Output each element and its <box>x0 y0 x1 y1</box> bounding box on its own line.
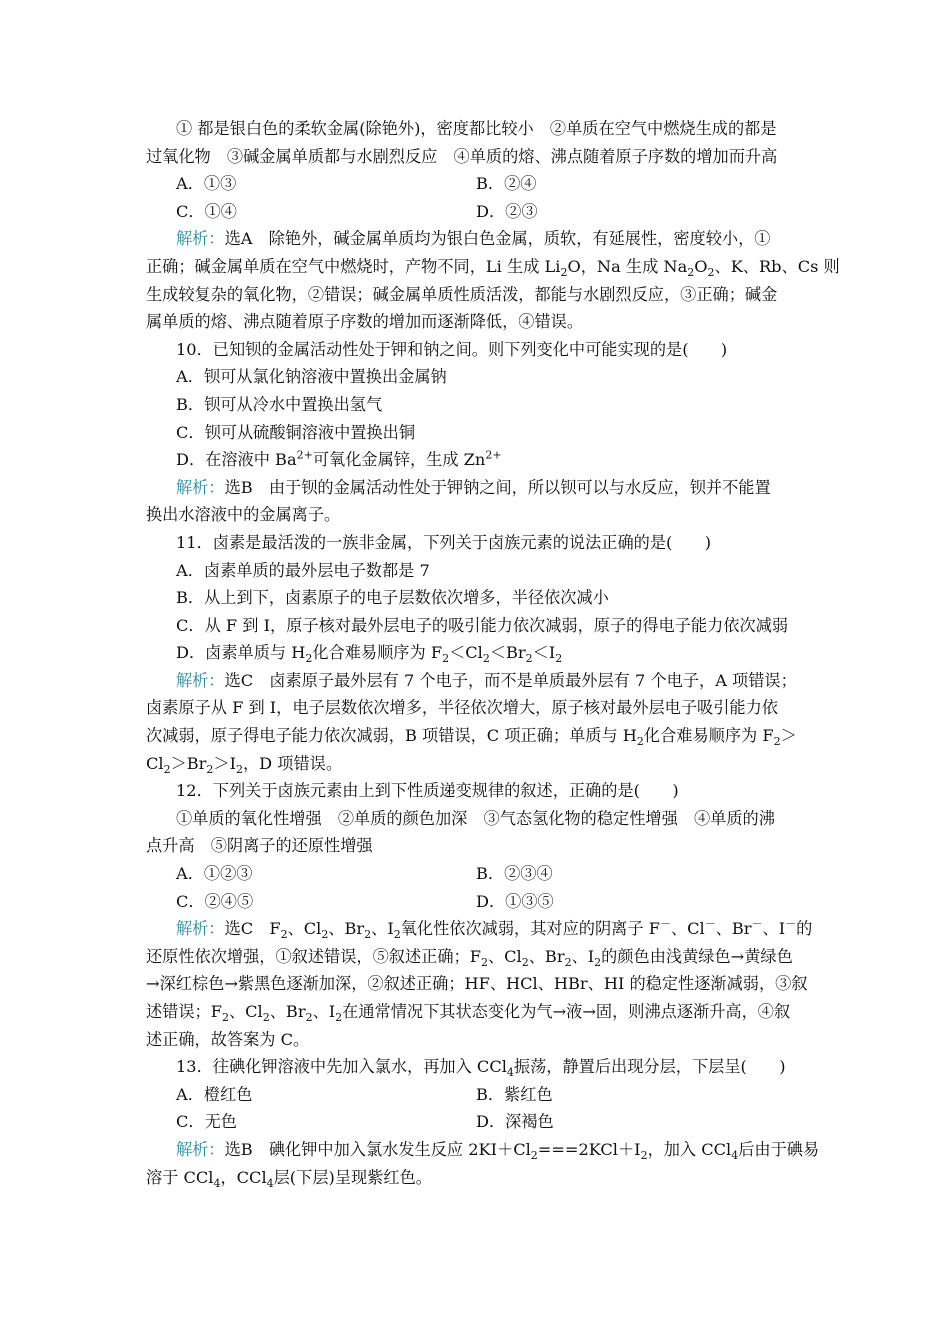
text: 、I <box>762 919 786 939</box>
subscript: 2 <box>480 956 488 970</box>
subscript: 2 <box>564 956 572 970</box>
q11-analysis-line4 <box>146 750 808 778</box>
text: ，D 项错误。 <box>243 753 343 773</box>
text: Cl <box>146 753 164 773</box>
text: 、Cl <box>287 919 322 939</box>
q9-analysis-line1 <box>146 225 808 253</box>
document-page <box>146 115 840 1191</box>
text: ＞ <box>780 726 797 746</box>
subscript: 2 <box>773 735 781 749</box>
text: 、I <box>312 1002 336 1021</box>
analysis-label: 解析： <box>176 229 225 249</box>
q11-analysis-line1 <box>146 667 808 695</box>
subscript: 2 <box>640 1149 648 1163</box>
text: ＜I <box>532 643 556 663</box>
q13-option-c: C．无色 <box>176 1112 237 1132</box>
subscript: 2 <box>482 652 490 666</box>
q13-options-ab <box>146 1081 808 1109</box>
q9-analysis-line3: 生成较复杂的氧化物，②错误；碱金属单质性质活泼，都能与水剧烈反应，③正确；碱金 <box>146 284 778 304</box>
analysis-label: 解析： <box>176 670 225 690</box>
subscript: 2 <box>364 928 372 942</box>
superscript: 2+ <box>296 448 313 462</box>
q13-option-d: D．深褐色 <box>476 1112 554 1132</box>
q13-option-a: A．橙红色 <box>176 1084 253 1104</box>
analysis-label: 解析： <box>176 477 225 497</box>
subscript: 2 <box>262 1011 270 1025</box>
subscript: 2 <box>555 652 563 666</box>
text: 次减弱，原子得电子能力依次减弱，B 项错误，C 项正确；单质与 H <box>146 726 637 746</box>
q11-analysis-line3 <box>146 722 808 750</box>
q12-option-d: D．①③⑤ <box>476 891 554 911</box>
q9-analysis-line4: 属单质的熔、沸点随着原子序数的增加而逐渐降低，④错误。 <box>146 312 584 332</box>
text: 、Cl <box>228 1002 263 1021</box>
q12-options-ab <box>146 860 808 888</box>
subscript: 2 <box>530 1149 538 1163</box>
text: 、I <box>371 919 394 939</box>
q12-options-cd <box>146 888 808 916</box>
q12-analysis-line5: 述正确，故答案为 C。 <box>146 1029 310 1049</box>
subscript: 2 <box>236 762 243 776</box>
subscript: 2 <box>636 735 644 749</box>
q10-option-b: B．钡可从冷水中置换出氢气 <box>176 394 383 414</box>
q12-analysis-line2 <box>146 943 808 971</box>
text: 后由于碘易 <box>738 1139 820 1159</box>
q9-options-cd <box>146 198 808 226</box>
subscript: 2 <box>221 1011 229 1025</box>
text: D．卤素单质与 H <box>176 643 306 663</box>
q13-stem <box>146 1053 808 1081</box>
q10-option-c: C．钡可从硫酸铜溶液中置换出铜 <box>176 422 416 442</box>
superscript: － <box>751 917 763 931</box>
q11-analysis-text: 选C 卤素原子最外层有 7 个电子，而不是单质最外层有 7 个电子，A 项错误； <box>224 670 797 690</box>
text: 层(下层)呈现紫红色。 <box>273 1167 432 1187</box>
text: ＜Cl <box>449 643 483 663</box>
q10-option-d <box>146 446 808 474</box>
q13-analysis-line1 <box>146 1136 820 1164</box>
q11-stem: 11．卤素是最活泼的一族非金属，下列关于卤族元素的说法正确的是( ) <box>176 532 712 552</box>
text: 、Br <box>715 919 752 939</box>
q9-analysis-text: 选A 除铯外，碱金属单质均为银白色金属，质软，有延展性，密度较小，① <box>224 229 771 249</box>
subscript: 2 <box>206 762 214 776</box>
text: 、Cl <box>670 919 705 939</box>
q10-option-a: A．钡可从氯化钠溶液中置换出金属钠 <box>176 367 447 387</box>
superscript: 2+ <box>485 448 502 462</box>
subscript: 4 <box>506 1066 514 1080</box>
subscript: 2 <box>280 928 288 942</box>
text: 、Br <box>528 946 565 966</box>
subscript: 2 <box>707 266 715 280</box>
text: ＜Br <box>489 643 526 663</box>
q11-analysis-line2: 卤素原子从 F 到 I，电子层数依次增多，半径依次增大，原子核对最外层电子吸引能力依 <box>146 698 778 718</box>
subscript: 2 <box>393 928 401 942</box>
subscript: 2 <box>521 956 529 970</box>
q9-stem-line2: 过氧化物 ③碱金属单质都与水剧烈反应 ④单质的熔、沸点随着原子序数的增加而升高 <box>146 146 778 166</box>
text: ，加入 CCl <box>647 1139 732 1159</box>
q12-stem: 12．下列关于卤族元素由上到下性质递变规律的叙述，正确的是( ) <box>176 781 679 801</box>
q13-option-b: B．紫红色 <box>476 1084 553 1104</box>
subscript: 4 <box>266 1176 274 1190</box>
text: ＞Br <box>170 753 207 773</box>
text: 、I <box>571 946 595 966</box>
text: 、Br <box>269 1002 306 1021</box>
text: ===2KCl＋I <box>537 1139 641 1159</box>
subscript: 4 <box>731 1149 739 1163</box>
text: 正确；碱金属单质在空气中燃烧时，产物不同，Li 生成 Li <box>146 256 561 276</box>
subscript: 2 <box>687 266 695 280</box>
text: 、K、Rb、Cs 则 <box>714 256 840 276</box>
text: 在通常情况下其状态变化为气→液→固，则沸点逐渐升高，④叙 <box>342 1002 791 1021</box>
text: O <box>694 256 708 276</box>
text: 的 <box>796 919 813 939</box>
text: ＞I <box>213 753 236 773</box>
q11-option-d <box>146 639 808 667</box>
q12-option-a: A．①②③ <box>176 864 253 884</box>
superscript: － <box>704 917 716 931</box>
subscript: 2 <box>442 652 450 666</box>
subscript: 2 <box>321 928 329 942</box>
subscript: 2 <box>594 956 602 970</box>
q9-options-ab <box>146 170 808 198</box>
text: 述错误；F <box>146 1002 222 1021</box>
q9-analysis-line2 <box>146 253 840 281</box>
analysis-label: 解析： <box>176 1139 225 1159</box>
q12-analysis-line4 <box>146 998 808 1026</box>
text: ，CCl <box>220 1167 267 1187</box>
q13-options-cd <box>146 1108 808 1136</box>
q10-analysis-line1 <box>146 474 808 502</box>
text: O，Na 生成 Na <box>567 256 688 276</box>
text: 氧化性依次减弱，其对应的阴离子 F <box>400 919 660 939</box>
subscript: 2 <box>305 1011 313 1025</box>
q9-option-a: A．①③ <box>176 174 237 194</box>
text: 振荡，静置后出现分层，下层呈( ) <box>513 1057 786 1077</box>
subscript: 2 <box>560 266 568 280</box>
q11-option-b: B．从上到下，卤素原子的电子层数依次增多，半径依次减小 <box>176 588 609 608</box>
q12-stem-line3: 点升高 ⑤阴离子的还原性增强 <box>146 836 373 856</box>
q9-option-c: C．①④ <box>176 201 237 221</box>
q9-stem-line1: ① 都是银白色的柔软金属(除铯外)，密度都比较小 ②单质在空气中燃烧生成的都是 <box>176 119 777 138</box>
q10-analysis-line2: 换出水溶液中的金属离子。 <box>146 505 341 525</box>
text: 溶于 CCl <box>146 1167 214 1187</box>
text: 化合难易顺序为 F <box>643 726 774 746</box>
text: 的颜色由浅黄绿色→黄绿色 <box>601 946 793 966</box>
q12-option-b: B．②③④ <box>476 864 553 884</box>
superscript: － <box>785 917 797 931</box>
text: 、Cl <box>487 946 522 966</box>
q10-analysis-text: 选B 由于钡的金属活动性处于钾钠之间，所以钡可以与水反应，钡并不能置 <box>224 477 771 497</box>
q12-stem-line2: ①单质的氧化性增强 ②单质的颜色加深 ③气态氢化物的稳定性增强 ④单质的沸 <box>176 808 775 828</box>
q9-option-b: B．②④ <box>476 174 537 194</box>
q13-analysis-line2 <box>146 1164 808 1192</box>
q10-stem: 10．已知钡的金属活动性处于钾和钠之间。则下列变化中可能实现的是( ) <box>176 339 728 359</box>
text: D．在溶液中 Ba <box>176 450 297 470</box>
subscript: 2 <box>305 652 313 666</box>
superscript: － <box>659 917 671 931</box>
subscript: 2 <box>163 762 171 776</box>
q12-analysis-line1 <box>146 915 813 943</box>
subscript: 2 <box>335 1011 343 1025</box>
text: 13．往碘化钾溶液中先加入氯水，再加入 CCl <box>176 1057 507 1077</box>
text: 化合难易顺序为 F <box>312 643 443 663</box>
q12-analysis-line3: →深红棕色→紫黑色逐渐加深，②叙述正确；HF、HCl、HBr、HI 的稳定性逐渐减弱，③叙 <box>146 974 808 994</box>
q11-option-c: C．从 F 到 I，原子核对最外层电子的吸引能力依次减弱，原子的得电子能力依次减弱 <box>176 615 789 635</box>
q11-option-a: A．卤素单质的最外层电子数都是 7 <box>176 560 430 580</box>
text: 可氧化金属锌，生成 Zn <box>312 450 486 470</box>
text: 选B 碘化钾中加入氯水发生反应 2KI＋Cl <box>224 1139 531 1159</box>
text: 选C F <box>224 919 281 939</box>
text: 、Br <box>328 919 365 939</box>
q9-option-d: D．②③ <box>476 201 538 221</box>
analysis-label: 解析： <box>176 919 225 939</box>
q12-option-c: C．②④⑤ <box>176 891 254 911</box>
subscript: 2 <box>525 652 533 666</box>
text: 还原性依次增强，①叙述错误，⑤叙述正确；F <box>146 946 481 966</box>
subscript: 4 <box>213 1176 221 1190</box>
